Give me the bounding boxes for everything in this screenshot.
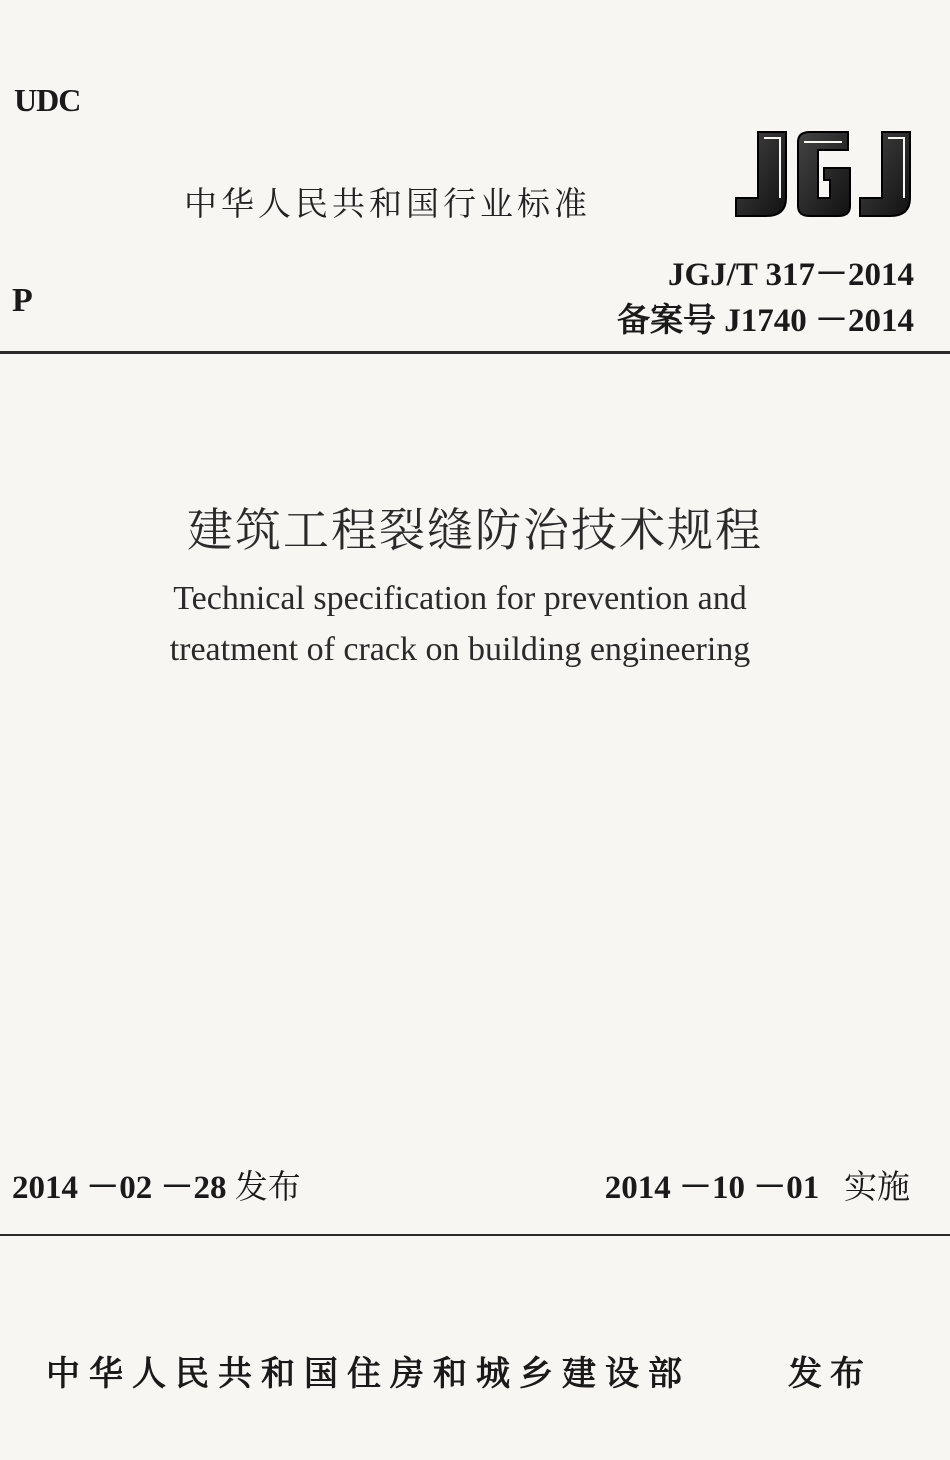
- title-english-line-1: Technical specification for prevention and: [173, 580, 747, 617]
- implement-date-group: [605, 1161, 910, 1208]
- top-divider: [0, 351, 950, 354]
- bottom-divider: [0, 1234, 950, 1236]
- jgj-logo: [728, 128, 918, 220]
- issue-label: 发布: [234, 1167, 301, 1206]
- issuer-publish-label: 发布: [788, 1354, 872, 1394]
- industry-standard-heading: 中华人民共和国行业标准: [184, 184, 591, 223]
- issuer-ministry: 中华人民共和国住房和城乡建设部: [46, 1354, 691, 1394]
- udc-label: UDC: [14, 82, 81, 118]
- issue-date: 2014 －02 －28: [12, 1170, 227, 1206]
- implement-date: 2014 －10 －01: [604, 1170, 820, 1206]
- issue-date-group: [12, 1161, 301, 1208]
- implement-label: 实施: [844, 1167, 910, 1206]
- classification-code: P: [12, 282, 33, 319]
- standard-number: JGJ/T 317－2014: [667, 257, 914, 293]
- record-number: 备案号 J1740 －2014: [617, 303, 914, 339]
- title-english-line-2: treatment of crack on building engineering: [169, 631, 751, 668]
- title-chinese: 建筑工程裂缝防治技术规程: [187, 503, 763, 557]
